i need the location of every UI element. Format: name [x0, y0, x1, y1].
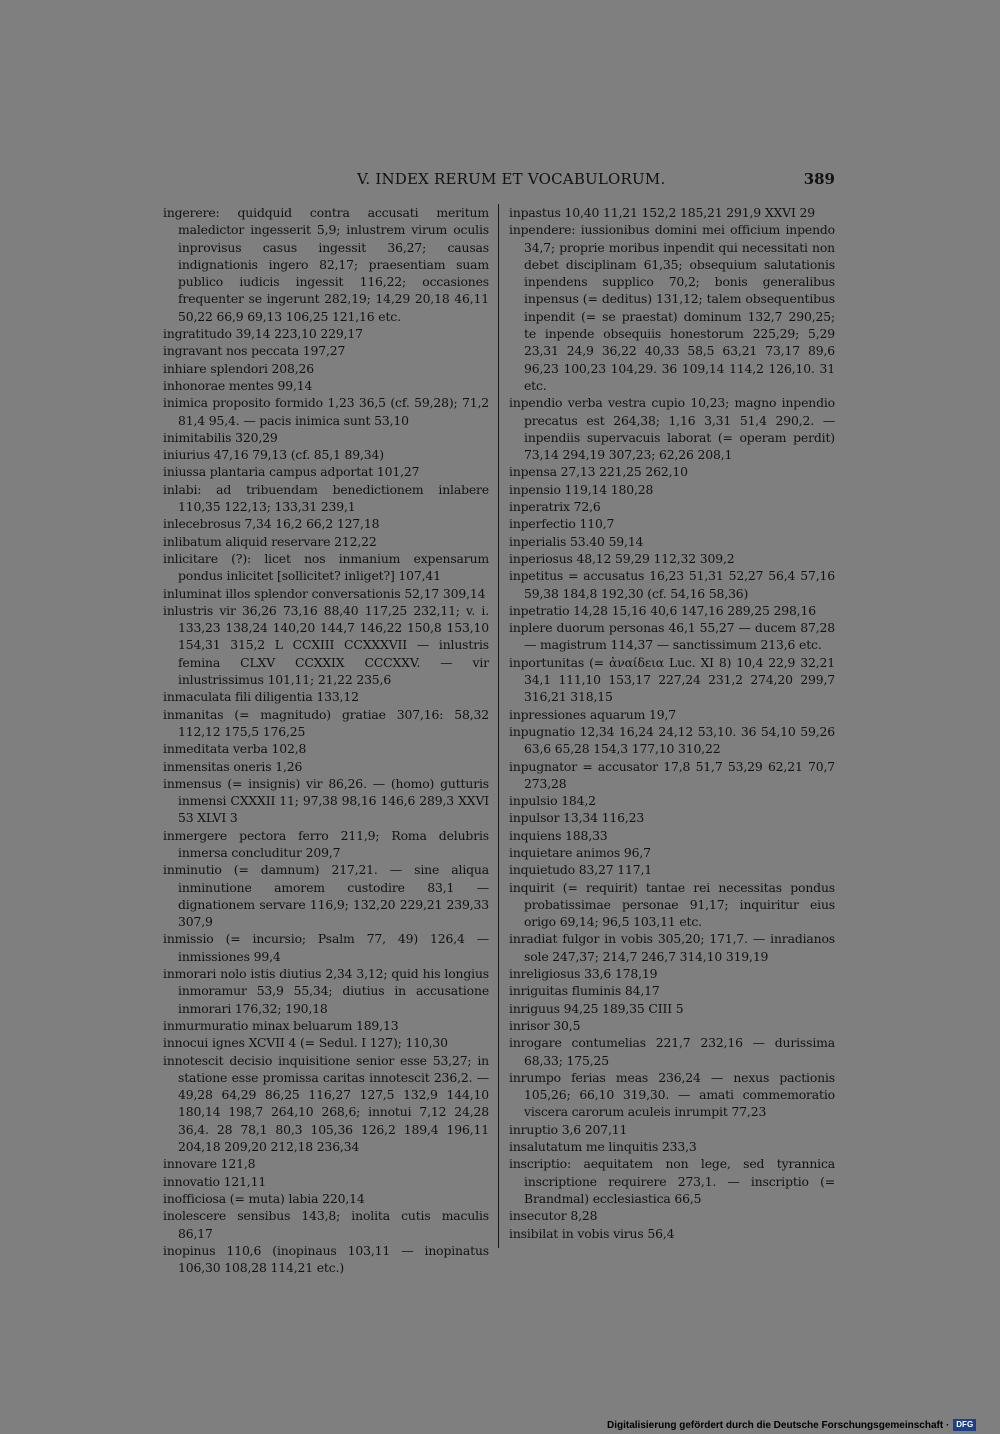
index-entry: inimica proposito formido 1,23 36,5 (cf. 59,28); 71,2 81,4 95,4. — pacis inimica sunt 53,10	[163, 395, 489, 428]
index-entry: inolescere sensibus 143,8; inolita cutis maculis 86,17	[163, 1208, 489, 1241]
index-entry: inmanitas (= magnitudo) gratiae 307,16: 58,32 112,12 175,5 176,25	[163, 706, 489, 739]
index-entry: inlecebrosus 7,34 16,2 66,2 127,18	[163, 516, 380, 532]
index-entry: inquiens 188,33	[509, 827, 608, 843]
index-entry: inquietare animos 96,7	[509, 844, 651, 860]
index-entry: innocui ignes XCVII 4 (= Sedul. I 127); 110,30	[163, 1035, 448, 1051]
page-title: V. INDEX RERUM ET VOCABULORUM.	[357, 170, 666, 188]
index-entry: insecutor 8,28	[509, 1208, 598, 1224]
index-entry: inriguitas fluminis 84,17	[509, 983, 660, 999]
index-entry: inperfectio 110,7	[509, 516, 615, 532]
index-entry: inpugnatio 12,34 16,24 24,12 53,10. 36 54,10 59,26 63,6 65,28 154,3 177,10 310,22	[509, 723, 835, 757]
footer-credit	[607, 1419, 976, 1431]
index-entry: inpugnator = accusator 17,8 51,7 53,29 62,21 70,7 273,28	[509, 758, 835, 791]
index-entry: ingerere: quidquid contra accusati meritum maledictor ingesserit 5,9; inlustrem virum oculis inprovisus casus ingessit 36,27; causas indignationis ingero 82,17; praesentiam suam publico iudicis ingessit 116,22; occasiones frequenter se ingerunt 282,19; 14,29 20,18 46,11 50,22 66,9 69,13 106,25 121,16 etc.	[163, 205, 489, 324]
index-column-right	[509, 204, 835, 1242]
index-entry: inmorari nolo istis diutius 2,34 3,12; quid his longius inmoramur 53,9 55,34; diutius in accusatione inmorari 176,32; 190,18	[163, 966, 489, 1016]
index-entry: inruptio 3,6 207,11	[509, 1121, 628, 1137]
index-entry: inofficiosa (= muta) labia 220,14	[163, 1190, 365, 1206]
index-entry: inrumpo ferias meas 236,24 — nexus pactionis 105,26; 66,10 319,30. — amati commemoratio viscera carorum aculeis inrumpit 77,23	[509, 1069, 835, 1120]
index-entry: inpressiones aquarum 19,7	[509, 706, 676, 722]
page-header	[165, 170, 835, 192]
index-entry: inmissio (= incursio; Psalm 77, 49) 126,4 — inmissiones 99,4	[163, 931, 489, 964]
index-entry: inpensio 119,14 180,28	[509, 481, 654, 497]
index-entry: inpetitus = accusatus 16,23 51,31 52,27 56,4 57,16 59,38 184,8 192,30 (cf. 54,16 58,36)	[509, 568, 835, 601]
index-entry: inhonorae mentes 99,14	[163, 377, 313, 393]
index-entry: inmensitas oneris 1,26	[163, 758, 303, 774]
index-entry: inrogare contumelias 221,7 232,16 — durissima 68,33; 175,25	[509, 1035, 835, 1068]
column-divider	[498, 204, 499, 1248]
index-entry: inmergere pectora ferro 211,9; Roma delubris inmersa concluditur 209,7	[163, 827, 489, 860]
index-entry: inpensa 27,13 221,25 262,10	[509, 464, 688, 480]
index-entry: inmeditata verba 102,8	[163, 741, 307, 757]
index-entry: ingravant nos peccata 197,27	[163, 343, 346, 359]
index-entry: inminutio (= damnum) 217,21. — sine aliqua inminutione amorem custodire 83,1 — dignationem servare 116,9; 132,20 229,21 239,33 307,9	[163, 862, 489, 930]
index-entry: inperiosus 48,12 59,29 112,32 309,2	[509, 550, 735, 566]
index-entry: insalutatum me linquitis 233,3	[509, 1139, 697, 1155]
index-entry: inrisor 30,5	[509, 1017, 581, 1033]
index-entry: innotescit decisio inquisitione senior esse 53,27; in statione esse promissa caritas innotescit 236,2. — 49,28 64,29 86,25 116,27 127,5 132,9 144,10 180,14 198,7 264,10 268,6; innotui 7,12 24,28 36,4. 28 78,1 80,3 105,36 126,2 189,4 196,11 204,18 209,20 212,18 236,34	[163, 1052, 489, 1155]
index-entry: inquirit (= requirit) tantae rei necessitas pondus probatissimae personae 91,17; inquiritur eius origo 69,14; 96,5 103,11 etc.	[509, 879, 835, 930]
index-entry: innovare 121,8	[163, 1156, 256, 1172]
index-entry: inlicitare (?): licet nos inmanium expensarum pondus inlicitet [sollicitet? inliget?] 107,41	[163, 550, 489, 584]
index-entry: inreligiosus 33,6 178,19	[509, 966, 658, 982]
index-column-left	[163, 204, 489, 1276]
index-entry: inscriptio: aequitatem non lege, sed tyrannica inscriptione requirere 273,1. — inscriptio (= Brandmal) ecclesiastica 66,5	[509, 1156, 835, 1206]
index-entry: inlustris vir 36,26 73,16 88,40 117,25 232,11; v. i. 133,23 138,24 140,20 144,7 146,22 150,8 153,10 154,31 315,2 L CCXIII CCXXXVII — inlustris femina CLXV CCXXIX CCCXXV. — vir inlustrissimus 101,11; 21,22 235,6	[163, 602, 489, 688]
index-entry: inopinus 110,6 (inopinaus 103,11 — inopinatus 106,30 108,28 114,21 etc.)	[163, 1242, 489, 1276]
index-entry: inpendere: iussionibus domini mei officium inpendo 34,7; proprie moribus inpendit qui necessitati non debet disciplinam 61,35; obsequium salutationis inpendens supplico 70,2; bonis generalibus inpensus (= deditus) 131,12; talem obsequentibus inpendit (= se praestat) dominum 132,7 290,25; te inpende obsequiis honestorum 225,29; 5,29 23,31 24,9 36,22 40,33 58,5 63,21 73,17 89,6 96,23 100,23 104,29. 36 109,14 114,2 126,10. 31 etc.	[509, 222, 835, 393]
index-entry: inradiat fulgor in vobis 305,20; 171,7. — inradianos sole 247,37; 214,7 246,7 314,10 319,19	[509, 931, 835, 964]
index-entry: inquietudo 83,27 117,1	[509, 862, 653, 878]
index-entry: inperatrix 72,6	[509, 499, 601, 515]
index-entry: inpetratio 14,28 15,16 40,6 147,16 289,25 298,16	[509, 602, 816, 618]
index-entry: inlibatum aliquid reservare 212,22	[163, 533, 377, 549]
index-entry: inpulsio 184,2	[509, 793, 596, 809]
index-entry: inluminat illos splendor conversationis 52,17 309,14	[163, 585, 486, 601]
index-entry: innovatio 121,11	[163, 1173, 267, 1189]
index-entry: inpastus 10,40 11,21 152,2 185,21 291,9 XXVI 29	[509, 205, 815, 220]
page-number: 389	[803, 170, 835, 188]
index-entry: iniurius 47,16 79,13 (cf. 85,1 89,34)	[163, 447, 384, 463]
index-entry: inimitabilis 320,29	[163, 429, 278, 445]
index-entry: inpulsor 13,34 116,23	[509, 810, 645, 826]
index-entry: insibilat in vobis virus 56,4	[509, 1225, 675, 1241]
index-entry: inriguus 94,25 189,35 CIII 5	[509, 1000, 684, 1016]
index-entry: inhiare splendori 208,26	[163, 360, 315, 376]
index-entry: inmurmuratio minax beluarum 189,13	[163, 1017, 399, 1033]
index-entry: inplere duorum personas 46,1 55,27 — ducem 87,28 — magistrum 114,37 — sanctissimum 213,6 etc.	[509, 620, 835, 653]
dfg-logo: DFG	[953, 1419, 976, 1431]
index-entry: inmensus (= insignis) vir 86,26. — (homo) gutturis inmensi CXXXII 11; 97,38 98,16 146,6 289,3 XXVI 53 XLVI 3	[163, 775, 489, 826]
index-entry: inportunitas (= ἀναίδεια Luc. XI 8) 10,4 22,9 32,21 34,1 111,10 153,17 227,24 231,2 274,20 299,7 316,21 318,15	[509, 654, 835, 705]
index-entry: inperialis 53.40 59,14	[509, 533, 644, 549]
index-entry: inlabi: ad tribuendam benedictionem inlabere 110,35 122,13; 133,31 239,1	[163, 481, 489, 515]
footer-text: Digitalisierung gefördert durch die Deutsche Forschungsgemeinschaft ·	[607, 1419, 950, 1431]
index-entry: ingratitudo 39,14 223,10 229,17	[163, 326, 363, 342]
index-entry: iniussa plantaria campus adportat 101,27	[163, 464, 420, 480]
index-entry: inmaculata fili diligentia 133,12	[163, 689, 359, 705]
index-entry: inpendio verba vestra cupio 10,23; magno inpendio precatus est 264,38; 1,16 3,31 51,4 290,2. — inpendiis supervacuis laborat (= operam perdit) 73,14 294,19 307,23; 62,26 208,1	[509, 395, 835, 463]
